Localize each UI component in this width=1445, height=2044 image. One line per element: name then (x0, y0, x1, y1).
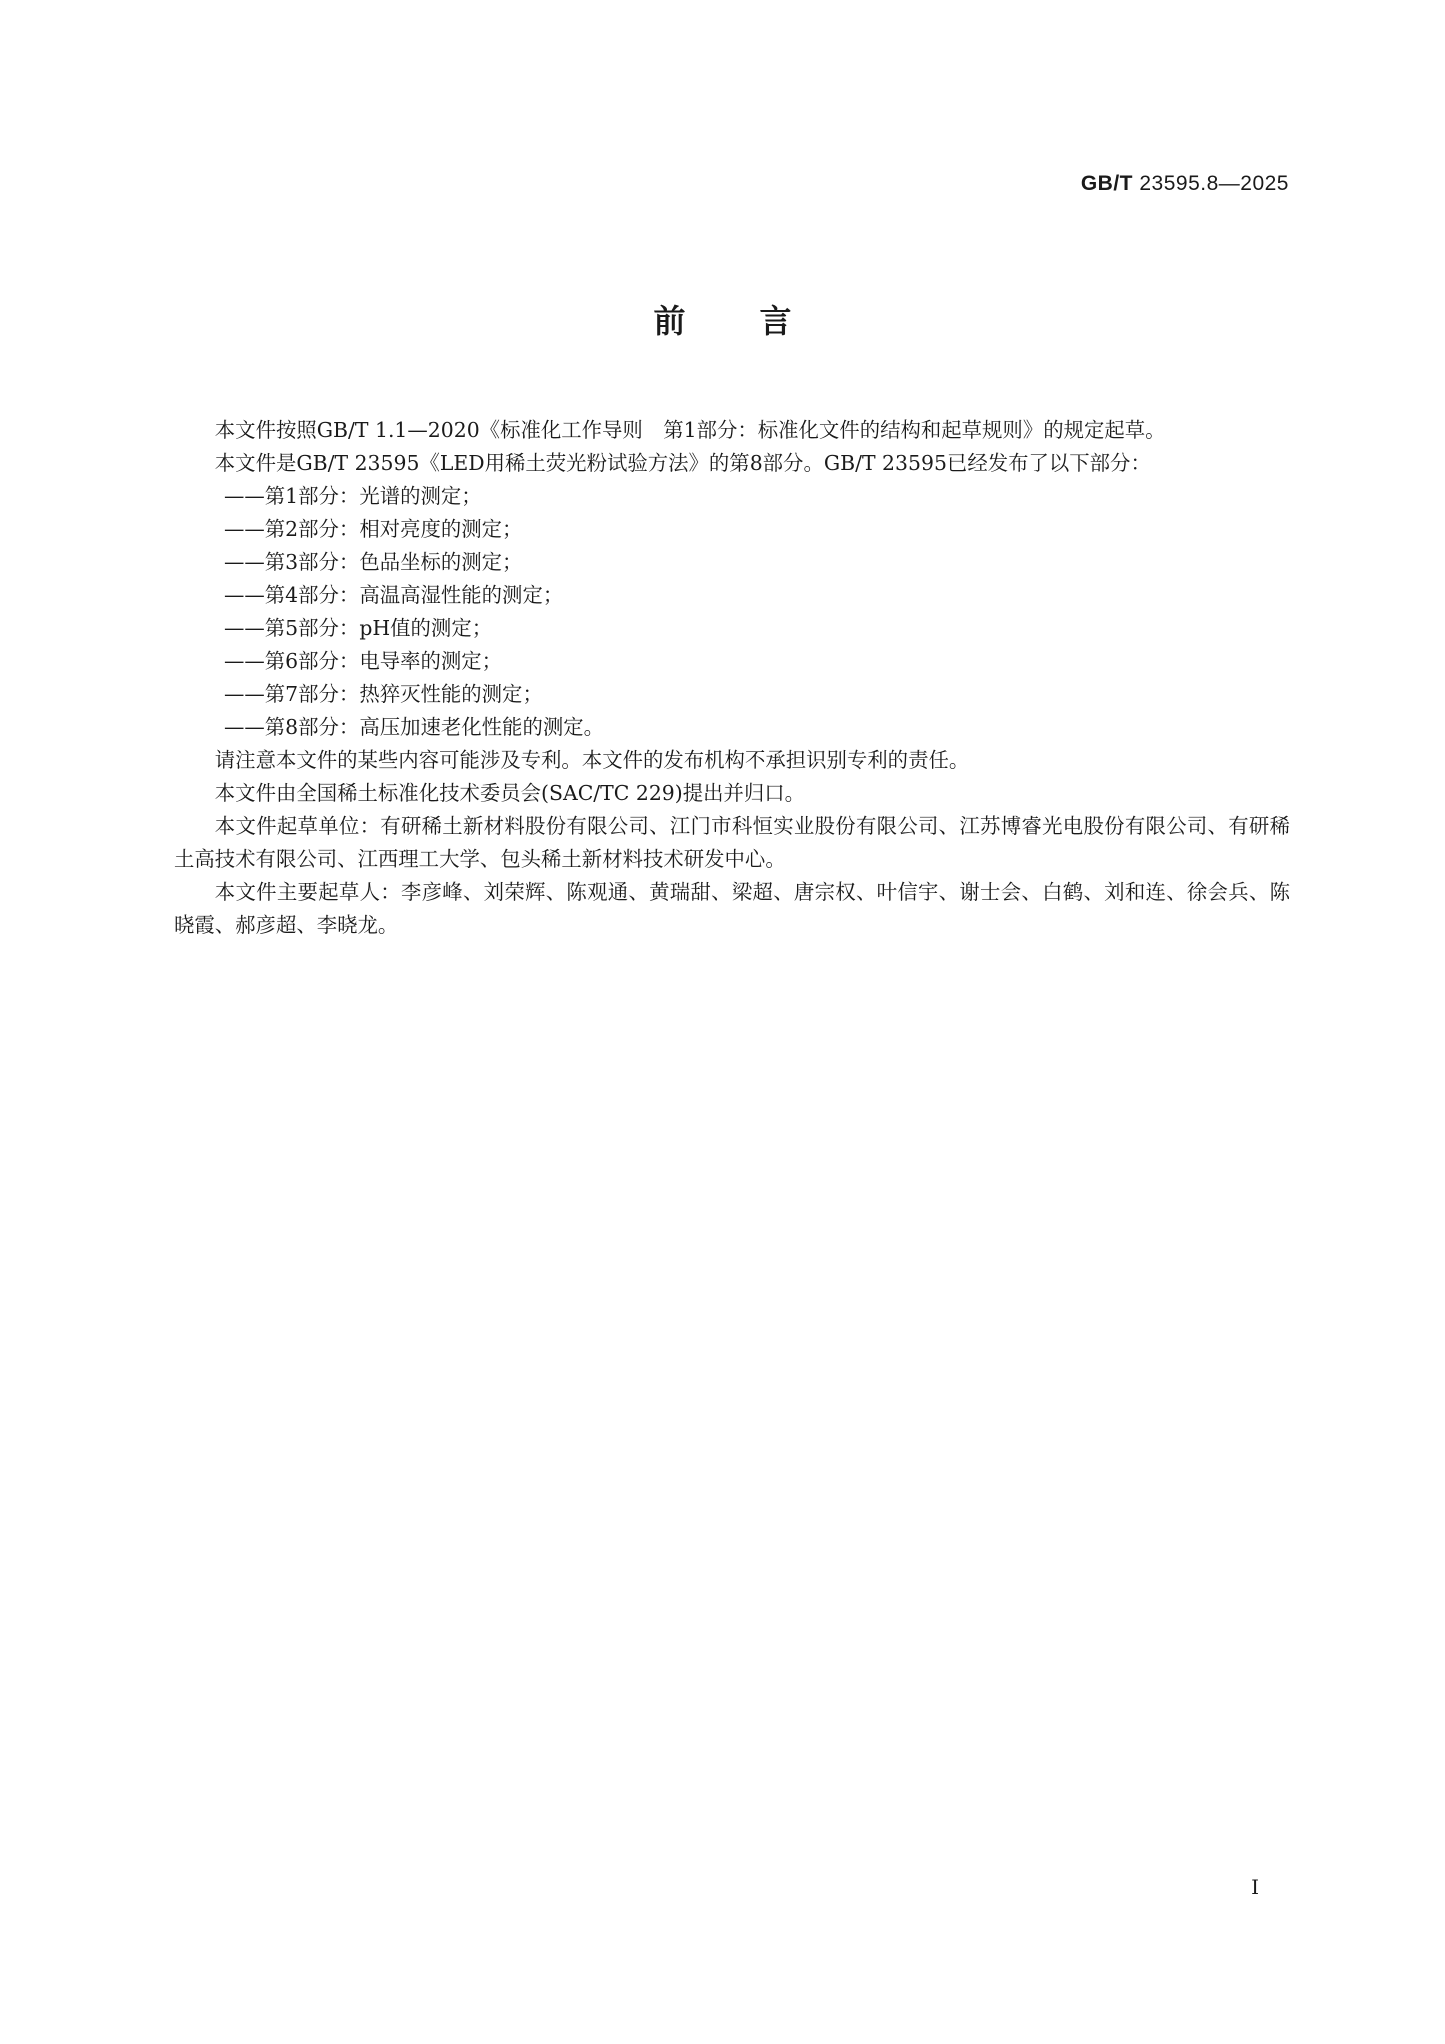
standard-prefix: GB/T (1080, 172, 1134, 195)
paragraph-proposer: 本文件由全国稀土标准化技术委员会(SAC/TC 229)提出并归口。 (214, 781, 806, 805)
list-item: ——第1部分：光谱的测定； (224, 484, 482, 508)
page-title: 前言 (653, 302, 866, 340)
list-item: ——第8部分：高压加速老化性能的测定。 (224, 715, 605, 739)
list-item: ——第4部分：高温高湿性能的测定； (224, 583, 564, 607)
page-number: I (1251, 1875, 1259, 1899)
standard-number: 23595.8—2025 (1139, 172, 1289, 195)
paragraph-drafting-units: 本文件起草单位：有研稀土新材料股份有限公司、江门市科恒实业股份有限公司、江苏博睿光电股份有限公司、有研稀土高技术有限公司、江西理工大学、包头稀土新材料技术研发中心。 (174, 814, 1290, 871)
list-item: ——第3部分：色品坐标的测定； (224, 550, 523, 574)
paragraph-series-intro: 本文件是GB/T 23595《LED用稀土荧光粉试验方法》的第8部分。GB/T 23595已经发布了以下部分： (214, 451, 1151, 475)
list-item: ——第6部分：电导率的测定； (224, 649, 503, 673)
foreword-body (174, 414, 1290, 942)
paragraph-patent-notice: 请注意本文件的某些内容可能涉及专利。本文件的发布机构不承担识别专利的责任。 (214, 748, 970, 772)
paragraph-drafting-rules: 本文件按照GB/T 1.1—2020《标准化工作导则 第1部分：标准化文件的结构和起草规则》的规定起草。 (214, 418, 1166, 442)
paragraph-drafters: 本文件主要起草人：李彦峰、刘荣辉、陈观通、黄瑞甜、梁超、唐宗权、叶信宇、谢士会、白鹤、刘和连、徐会兵、陈晓霞、郝彦超、李晓龙。 (174, 880, 1290, 937)
list-item: ——第7部分：热猝灭性能的测定； (224, 682, 543, 706)
list-item: ——第5部分：pH值的测定； (224, 616, 493, 640)
list-item: ——第2部分：相对亮度的测定； (224, 517, 523, 541)
standard-number-header (1081, 172, 1289, 196)
